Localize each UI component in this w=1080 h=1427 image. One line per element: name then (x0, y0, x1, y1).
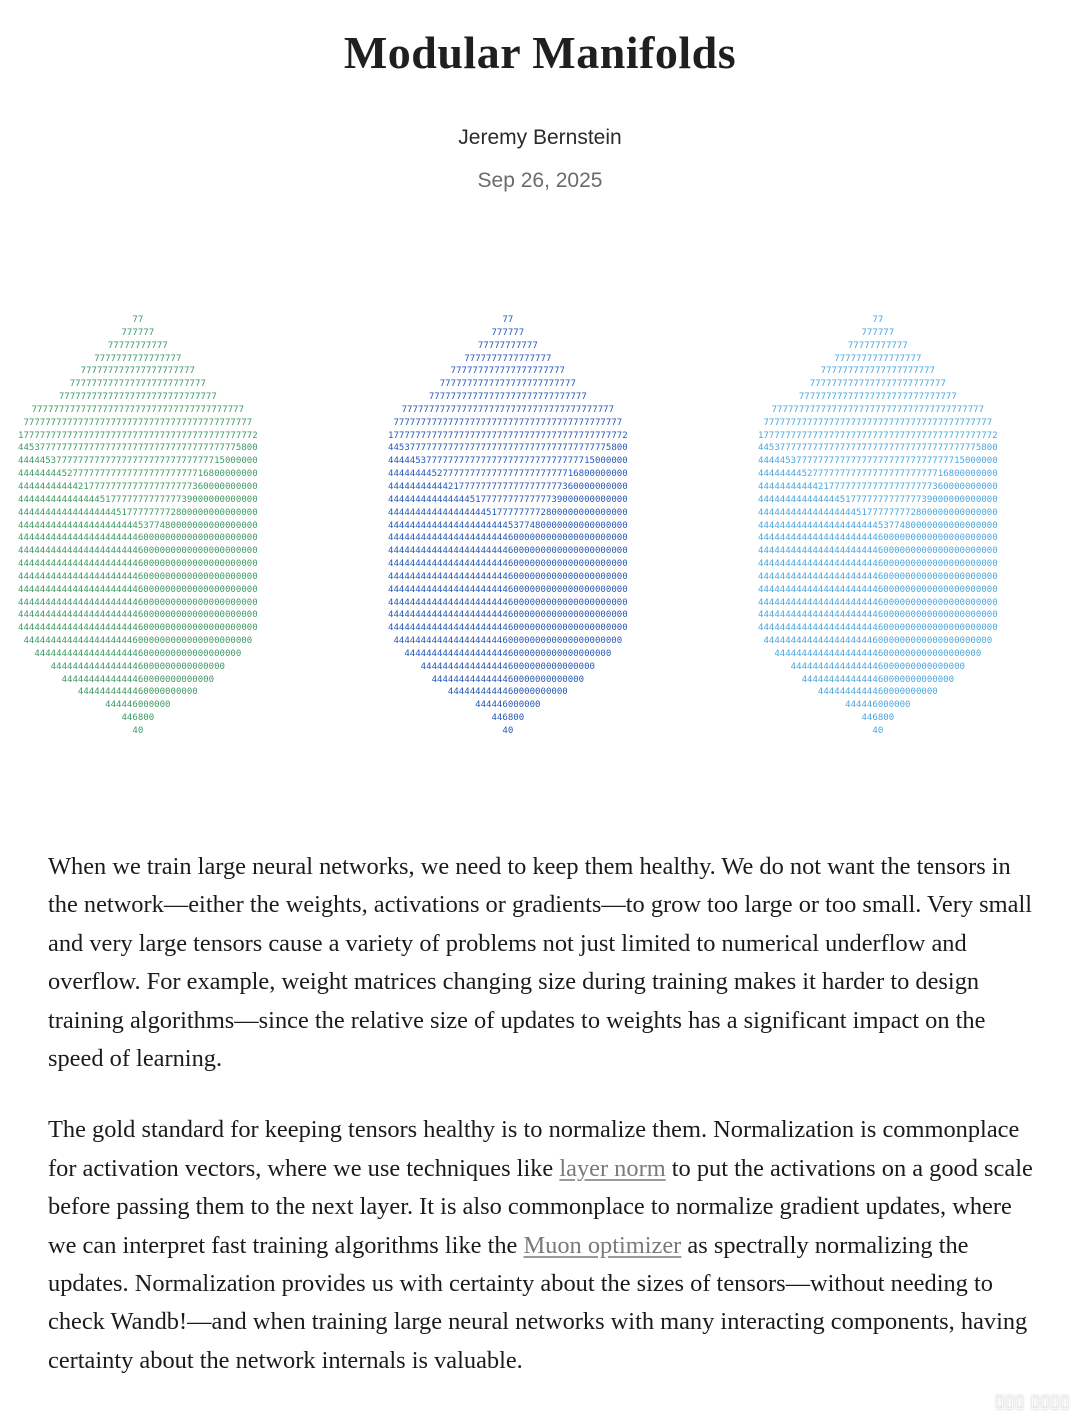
article-title: Modular Manifolds (343, 27, 737, 78)
paragraph-2-text-3: as spectrally normalizing the updates. Normalization provides us with certainty about the sizes of tensors—without needing to check Wandb!—and when training large neural networks with many interacting components, having certainty about the network internals is valuable. (48, 1231, 1028, 1374)
ascii-sphere-green: 77 777777 77777777777 7777777777777777 777777777777777777777 7777777777777777777777777 77777777777777777777777777777 777777777777777777777777777777777777777 777777777777777777777777777777777777777777 17777777777777777777777777777777777777777772 44537777777777777777777777777777777777775800 44444537777777777777777777777777777715000000 44444444527777777777777777777777716800000000 44444444444217777777777777777777360000000000 44444444444444451777777777777739000000000000 44444444444444444451777777772800000000000000 44444444444444444444445377480000000000000000 44444444444444444444446000000000000000000000 44444444444444444444446000000000000000000000 44444444444444444444446000000000000000000000 44444444444444444444446000000000000000000000 44444444444444444444446000000000000000000000 44444444444444444444446000000000000000000000 44444444444444444444446000000000000000000000 44444444444444444444446000000000000000000000 444444444444444444446000000000000000000000 44444444444444444446000000000000000000 44444444444444446000000000000000 4444444444444460000000000000 4444444444460000000000 444446000000 446800 40 (18, 315, 258, 736)
hero-ascii-illustration (0, 314, 1080, 736)
watermark-overlay: ▯▯▯ ▯▯▯▯ (994, 1391, 1070, 1412)
paragraph-2-text-2: to put the activations on a good scale before passing them to the next layer. It is also commonplace to normalize gradient updates, where we can interpret fast training algorithms like the (48, 1154, 1033, 1259)
paragraph-1: When we train large neural networks, we need to keep them healthy. We do not want the tensors in the network—either the weights, activations or gradients—to grow too large or too small. Very small and very large tensors cause a variety of problems not just limited to numerical underflow and overflow. For example, weight matrices changing size during training makes it harder to design training algorithms—since the relative size of updates to weights has a significant impact on the speed of learning. (48, 853, 1032, 1073)
ascii-sphere-lightblue: 77 777777 77777777777 7777777777777777 777777777777777777777 7777777777777777777777777 77777777777777777777777777777 777777777777777777777777777777777777777 777777777777777777777777777777777777777777 17777777777777777777777777777777777777777772 44537777777777777777777777777777777777775800 44444537777777777777777777777777777715000000 44444444527777777777777777777777716800000000 44444444444217777777777777777777360000000000 44444444444444451777777777777739000000000000 44444444444444444451777777772800000000000000 44444444444444444444445377480000000000000000 44444444444444444444446000000000000000000000 44444444444444444444446000000000000000000000 44444444444444444444446000000000000000000000 44444444444444444444446000000000000000000000 44444444444444444444446000000000000000000000 44444444444444444444446000000000000000000000 44444444444444444444446000000000000000000000 44444444444444444444446000000000000000000000 444444444444444444446000000000000000000000 44444444444444444446000000000000000000 44444444444444446000000000000000 4444444444444460000000000000 4444444444460000000000 444446000000 446800 40 (758, 315, 998, 736)
author-name[interactable]: Jeremy Bernstein (458, 126, 622, 149)
muon-optimizer-link[interactable]: Muon optimizer (523, 1231, 682, 1259)
publish-date: Sep 26, 2025 (477, 169, 603, 192)
article-body (48, 848, 1038, 1413)
paragraph-2-text-1: The gold standard for keeping tensors healthy is to normalize them. Normalization is commonplace for activation vectors, where we use techniques like (48, 1116, 1020, 1182)
layer-norm-link[interactable]: layer norm (559, 1154, 666, 1182)
ascii-sphere-blue: 77 777777 77777777777 7777777777777777 777777777777777777777 7777777777777777777777777 77777777777777777777777777777 777777777777777777777777777777777777777 777777777777777777777777777777777777777777 17777777777777777777777777777777777777777772 44537777777777777777777777777777777777775800 44444537777777777777777777777777777715000000 44444444527777777777777777777777716800000000 44444444444217777777777777777777360000000000 44444444444444451777777777777739000000000000 44444444444444444451777777772800000000000000 44444444444444444444445377480000000000000000 44444444444444444444446000000000000000000000 44444444444444444444446000000000000000000000 44444444444444444444446000000000000000000000 44444444444444444444446000000000000000000000 44444444444444444444446000000000000000000000 44444444444444444444446000000000000000000000 44444444444444444444446000000000000000000000 44444444444444444444446000000000000000000000 444444444444444444446000000000000000000000 44444444444444444446000000000000000000 44444444444444446000000000000000 4444444444444460000000000000 4444444444460000000000 444446000000 446800 40 (388, 315, 628, 736)
paragraph-2 (48, 1111, 1038, 1380)
